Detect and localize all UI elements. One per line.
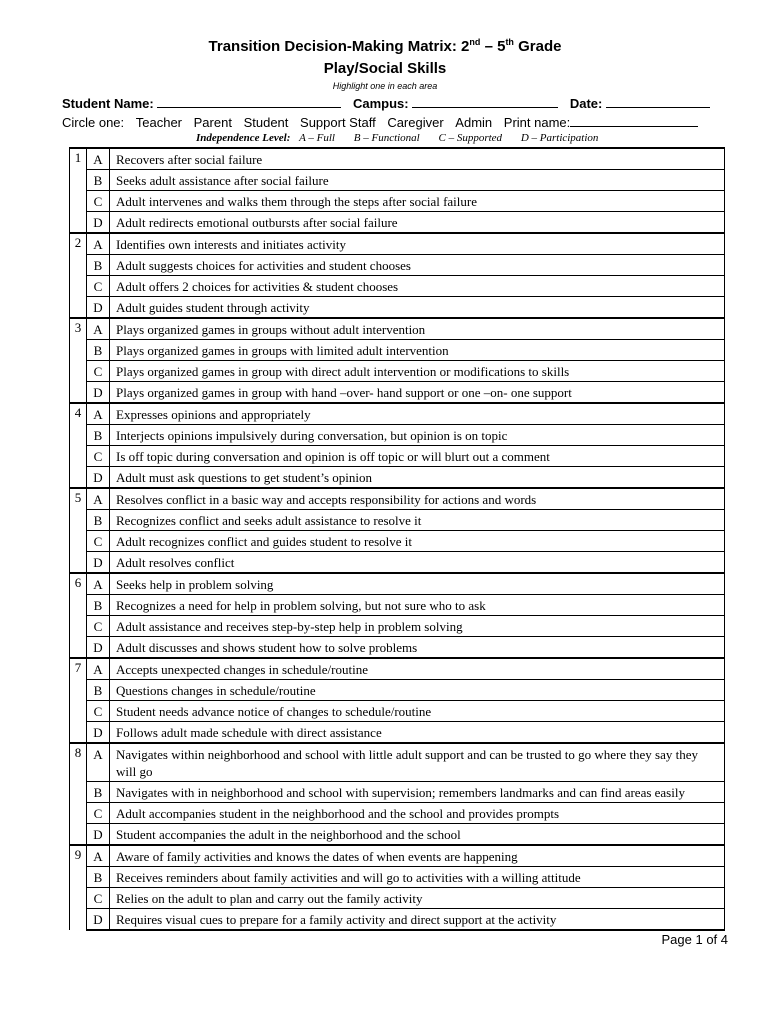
level-letter: B: [87, 595, 110, 616]
skill-description[interactable]: Adult assistance and receives step-by-step help in problem solving: [110, 616, 725, 637]
decision-matrix-table: [69, 147, 725, 931]
matrix-row[interactable]: [70, 531, 725, 552]
skill-description[interactable]: Relies on the adult to plan and carry out the family activity: [110, 888, 725, 909]
matrix-row[interactable]: [70, 573, 725, 595]
skill-description[interactable]: Receives reminders about family activities and will go to activities with a willing attitude: [110, 867, 725, 888]
skill-description[interactable]: Plays organized games in group with direct adult intervention or modifications to skills: [110, 361, 725, 382]
level-letter: A: [87, 148, 110, 170]
level-letter: B: [87, 510, 110, 531]
level-letter: D: [87, 467, 110, 489]
level-letter: C: [87, 191, 110, 212]
skill-description[interactable]: Adult resolves conflict: [110, 552, 725, 574]
skill-description[interactable]: Plays organized games in groups without adult intervention: [110, 318, 725, 340]
skill-description[interactable]: Adult offers 2 choices for activities & student chooses: [110, 276, 725, 297]
matrix-row[interactable]: [70, 658, 725, 680]
level-letter: B: [87, 782, 110, 803]
matrix-row[interactable]: [70, 845, 725, 867]
role-option-student[interactable]: Student: [243, 115, 289, 130]
area-number: 4: [70, 403, 87, 488]
level-letter: B: [87, 255, 110, 276]
matrix-row[interactable]: [70, 148, 725, 170]
level-letter: D: [87, 382, 110, 404]
area-number: 2: [70, 233, 87, 318]
level-c: C – Supported: [438, 132, 503, 144]
role-selection: [62, 114, 698, 130]
skill-description[interactable]: Plays organized games in groups with limited adult intervention: [110, 340, 725, 361]
skill-description[interactable]: Adult must ask questions to get student’s opinion: [110, 467, 725, 489]
matrix-row[interactable]: [70, 552, 725, 574]
independence-level-legend: [196, 132, 614, 144]
matrix-row[interactable]: [70, 909, 725, 931]
level-letter: A: [87, 743, 110, 782]
skill-description[interactable]: Navigates with in neighborhood and school with supervision; remembers landmarks and can find areas easily: [110, 782, 725, 803]
independence-level-label: Independence Level:: [196, 132, 291, 144]
level-letter: C: [87, 701, 110, 722]
level-b: B – Functional: [353, 132, 420, 144]
skill-description[interactable]: Identifies own interests and initiates activity: [110, 233, 725, 255]
print-name-label: Print name:: [503, 115, 571, 130]
level-letter: B: [87, 425, 110, 446]
area-number: 7: [70, 658, 87, 743]
skill-description[interactable]: Adult guides student through activity: [110, 297, 725, 319]
role-option-teacher[interactable]: Teacher: [135, 115, 183, 130]
matrix-row[interactable]: [70, 382, 725, 404]
matrix-row[interactable]: [70, 888, 725, 909]
matrix-row[interactable]: [70, 318, 725, 340]
matrix-row[interactable]: [70, 425, 725, 446]
level-letter: A: [87, 233, 110, 255]
matrix-row[interactable]: [70, 361, 725, 382]
matrix-row[interactable]: [70, 637, 725, 659]
skill-description[interactable]: Resolves conflict in a basic way and accepts responsibility for actions and words: [110, 488, 725, 510]
area-number: 1: [70, 148, 87, 233]
area-number: 9: [70, 845, 87, 930]
campus-label: Campus:: [352, 96, 409, 111]
circle-one-label: Circle one:: [62, 115, 125, 130]
level-letter: D: [87, 297, 110, 319]
level-letter: A: [87, 318, 110, 340]
role-option-admin[interactable]: Admin: [455, 115, 493, 130]
level-letter: C: [87, 276, 110, 297]
skill-description[interactable]: Navigates within neighborhood and school with little adult support and can be trusted to go where they say they will go: [110, 743, 725, 782]
level-letter: D: [87, 824, 110, 846]
skill-description[interactable]: Student needs advance notice of changes to schedule/routine: [110, 701, 725, 722]
level-letter: B: [87, 170, 110, 191]
level-letter: D: [87, 552, 110, 574]
level-letter: B: [87, 340, 110, 361]
campus-field[interactable]: [412, 95, 558, 108]
skill-description[interactable]: Aware of family activities and knows the dates of when events are happening: [110, 845, 725, 867]
matrix-row[interactable]: [70, 867, 725, 888]
skill-description[interactable]: Interjects opinions impulsively during conversation, but opinion is on topic: [110, 425, 725, 446]
matrix-row[interactable]: [70, 510, 725, 531]
level-letter: C: [87, 361, 110, 382]
level-letter: A: [87, 658, 110, 680]
matrix-row[interactable]: [70, 722, 725, 744]
level-letter: A: [87, 403, 110, 425]
matrix-row[interactable]: [70, 170, 725, 191]
skill-description[interactable]: Follows adult made schedule with direct assistance: [110, 722, 725, 744]
skill-description[interactable]: Recognizes a need for help in problem solving, but not sure who to ask: [110, 595, 725, 616]
level-letter: C: [87, 803, 110, 824]
level-letter: C: [87, 531, 110, 552]
skill-description[interactable]: Recognizes conflict and seeks adult assistance to resolve it: [110, 510, 725, 531]
skill-description[interactable]: Questions changes in schedule/routine: [110, 680, 725, 701]
level-letter: C: [87, 888, 110, 909]
skill-description[interactable]: Adult recognizes conflict and guides student to resolve it: [110, 531, 725, 552]
matrix-row[interactable]: [70, 191, 725, 212]
skill-description[interactable]: Expresses opinions and appropriately: [110, 403, 725, 425]
matrix-row[interactable]: [70, 743, 725, 782]
area-number: 8: [70, 743, 87, 845]
level-letter: D: [87, 637, 110, 659]
matrix-row[interactable]: [70, 212, 725, 234]
role-option-support-staff[interactable]: Support Staff: [300, 115, 376, 130]
level-letter: C: [87, 616, 110, 637]
level-letter: B: [87, 680, 110, 701]
matrix-row[interactable]: [70, 824, 725, 846]
level-letter: B: [87, 867, 110, 888]
skill-description[interactable]: Accepts unexpected changes in schedule/routine: [110, 658, 725, 680]
matrix-row[interactable]: [70, 340, 725, 361]
skill-description[interactable]: Adult discusses and shows student how to solve problems: [110, 637, 725, 659]
page-number: Page 1 of 4: [661, 932, 728, 947]
level-letter: A: [87, 488, 110, 510]
print-name-field[interactable]: [570, 114, 698, 127]
skill-description[interactable]: Student accompanies the adult in the neighborhood and the school: [110, 824, 725, 846]
level-letter: C: [87, 446, 110, 467]
document-subtitle: Play/Social Skills: [323, 60, 447, 77]
matrix-row[interactable]: [70, 595, 725, 616]
level-letter: A: [87, 573, 110, 595]
student-info-fields: [62, 95, 722, 111]
role-option-parent[interactable]: Parent: [193, 115, 232, 130]
skill-description[interactable]: Requires visual cues to prepare for a family activity and direct support at the activity: [110, 909, 725, 931]
matrix-row[interactable]: [70, 616, 725, 637]
role-option-caregiver[interactable]: Caregiver: [387, 115, 444, 130]
matrix-row[interactable]: [70, 446, 725, 467]
student-name-label: Student Name:: [62, 96, 154, 111]
skill-description[interactable]: Recovers after social failure: [110, 148, 725, 170]
instruction-note: Highlight one in each area: [332, 81, 438, 91]
level-d: D – Participation: [520, 132, 599, 144]
area-number: 6: [70, 573, 87, 658]
skill-description[interactable]: Is off topic during conversation and opinion is off topic or will blurt out a comment: [110, 446, 725, 467]
student-name-field[interactable]: [157, 95, 341, 108]
date-label: Date:: [569, 96, 603, 111]
matrix-row[interactable]: [70, 467, 725, 489]
matrix-row[interactable]: [70, 297, 725, 319]
matrix-row[interactable]: [70, 488, 725, 510]
skill-description[interactable]: Adult redirects emotional outbursts after social failure: [110, 212, 725, 234]
skill-description[interactable]: Seeks adult assistance after social failure: [110, 170, 725, 191]
matrix-row[interactable]: [70, 255, 725, 276]
document-title: Transition Decision-Making Matrix: 2nd – 5th Grade: [208, 37, 562, 55]
matrix-row[interactable]: [70, 233, 725, 255]
skill-description[interactable]: Plays organized games in group with hand –over- hand support or one –on- one support: [110, 382, 725, 404]
level-letter: D: [87, 212, 110, 234]
area-number: 3: [70, 318, 87, 403]
skill-description[interactable]: Adult intervenes and walks them through the steps after social failure: [110, 191, 725, 212]
matrix-row[interactable]: [70, 782, 725, 803]
matrix-row[interactable]: [70, 803, 725, 824]
level-letter: D: [87, 909, 110, 931]
area-number: 5: [70, 488, 87, 573]
date-field[interactable]: [606, 95, 710, 108]
level-letter: D: [87, 722, 110, 744]
matrix-row[interactable]: [70, 701, 725, 722]
level-letter: A: [87, 845, 110, 867]
skill-description[interactable]: Adult suggests choices for activities and student chooses: [110, 255, 725, 276]
skill-description[interactable]: Seeks help in problem solving: [110, 573, 725, 595]
matrix-row[interactable]: [70, 403, 725, 425]
matrix-row[interactable]: [70, 276, 725, 297]
skill-description[interactable]: Adult accompanies student in the neighborhood and the school and provides prompts: [110, 803, 725, 824]
matrix-row[interactable]: [70, 680, 725, 701]
level-a: A – Full: [299, 132, 335, 144]
